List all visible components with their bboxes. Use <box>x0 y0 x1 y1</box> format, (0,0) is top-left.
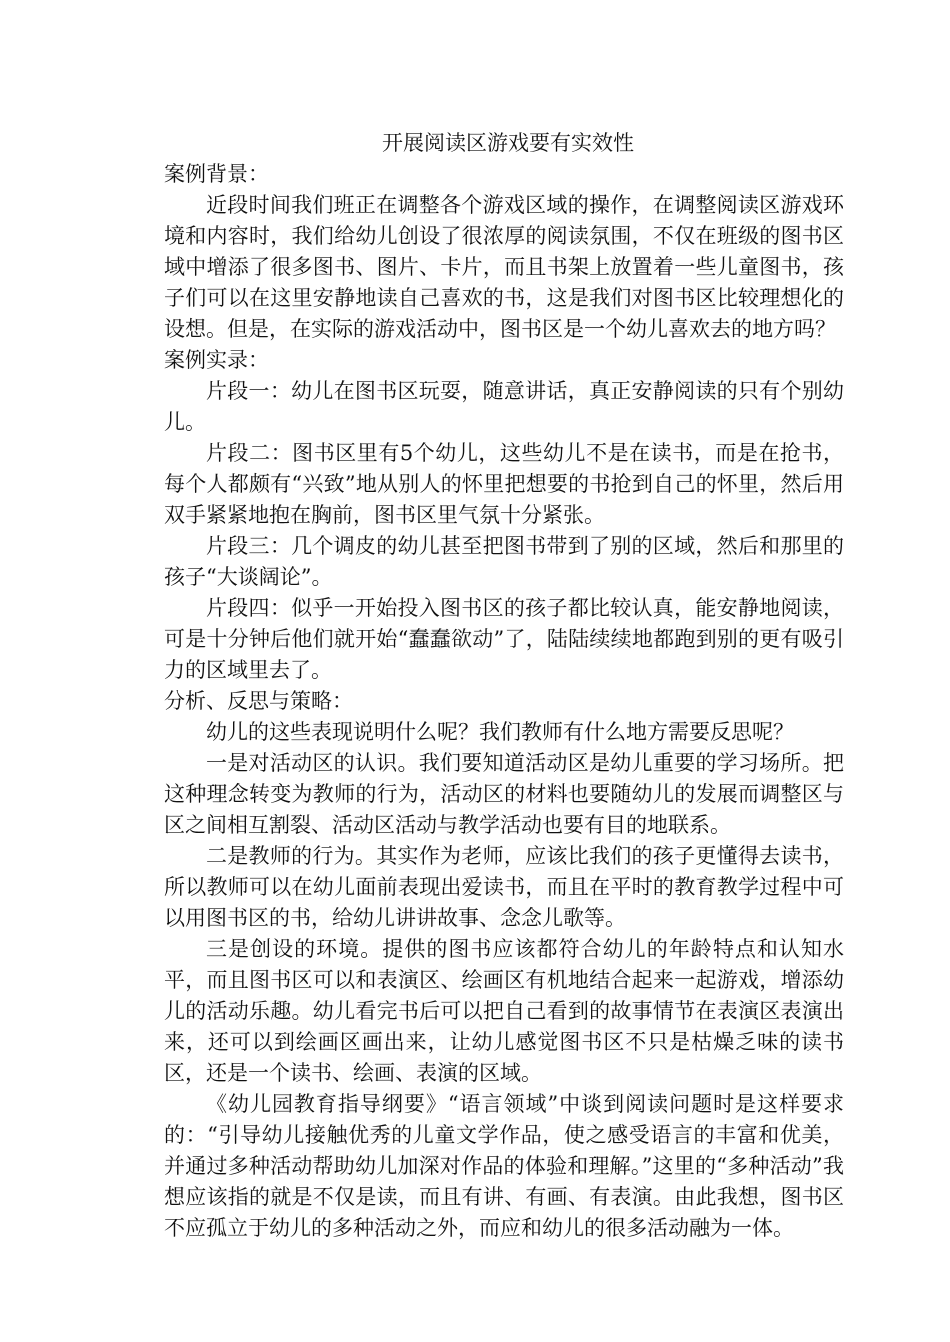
paragraph: 幼儿的这些表现说明什么呢？我们教师有什么地方需要反思呢？ <box>206 720 794 744</box>
section-analysis <box>164 686 844 1244</box>
document-page <box>164 128 844 1244</box>
paragraph: 片段四：似乎一开始投入图书区的孩子都比较认真，能安静地阅读，可是十分钟后他们就开始“蠢蠢欲动”了，陆陆续续地都跑到别的更有吸引力的区域里去了。 <box>164 596 844 682</box>
paragraph: 片段一：幼儿在图书区玩耍，随意讲话，真正安静阅读的只有个别幼儿。 <box>164 379 844 434</box>
paragraph: 片段二：图书区里有5个幼儿，这些幼儿不是在读书，而是在抢书，每个人都颇有“兴致”地从别人的怀里把想要的书抢到自己的怀里，然后用双手紧紧地抱在胸前，图书区里气氛十分紧张。 <box>164 441 844 527</box>
section-heading: 分析、反思与策略： <box>164 689 353 713</box>
paragraph: 近段时间我们班正在调整各个游戏区域的操作，在调整阅读区游戏环境和内容时，我们给幼儿创设了很浓厚的阅读氛围，不仅在班级的图书区域中增添了很多图书、图片、卡片，而且书架上放置着一些儿童图书，孩子们可以在这里安静地读自己喜欢的书，这是我们对图书区比较理想化的设想。但是，在实际的游戏活动中，图书区是一个幼儿喜欢去的地方吗？ <box>164 193 844 341</box>
paragraph: 三是创设的环境。提供的图书应该都符合幼儿的年龄特点和认知水平，而且图书区可以和表演区、绘画区有机地结合起来一起游戏，增添幼儿的活动乐趣。幼儿看完书后可以把自己看到的故事情节在表演区表演出来，还可以到绘画区画出来，让幼儿感觉图书区不只是枯燥乏味的读书区，还是一个读书、绘画、表演的区域。 <box>164 937 844 1085</box>
paragraph: 《幼儿园教育指导纲要》“语言领域”中谈到阅读问题时是这样要求的：“引导幼儿接触优秀的儿童文学作品，使之感受语言的丰富和优美，并通过多种活动帮助幼儿加深对作品的体验和理解。”这里的“多种活动”我想应该指的就是不仅是读，而且有讲、有画、有表演。由此我想，图书区不应孤立于幼儿的多种活动之外，而应和幼儿的很多活动融为一体。 <box>164 1092 844 1240</box>
section-record <box>164 345 844 686</box>
document-title: 开展阅读区游戏要有实效性 <box>382 131 634 155</box>
paragraph: 二是教师的行为。其实作为老师，应该比我们的孩子更懂得去读书，所以教师可以在幼儿面前表现出爱读书，而且在平时的教育教学过程中可以用图书区的书，给幼儿讲讲故事、念念儿歌等。 <box>164 844 844 930</box>
section-heading: 案例背景： <box>164 162 269 186</box>
section-heading: 案例实录： <box>164 348 269 372</box>
section-background <box>164 159 844 345</box>
paragraph: 片段三：几个调皮的幼儿甚至把图书带到了别的区域，然后和那里的孩子“大谈阔论”。 <box>164 534 844 589</box>
paragraph: 一是对活动区的认识。我们要知道活动区是幼儿重要的学习场所。把这种理念转变为教师的行为，活动区的材料也要随幼儿的发展而调整区与区之间相互割裂、活动区活动与教学活动也要有目的地联系。 <box>164 751 844 837</box>
